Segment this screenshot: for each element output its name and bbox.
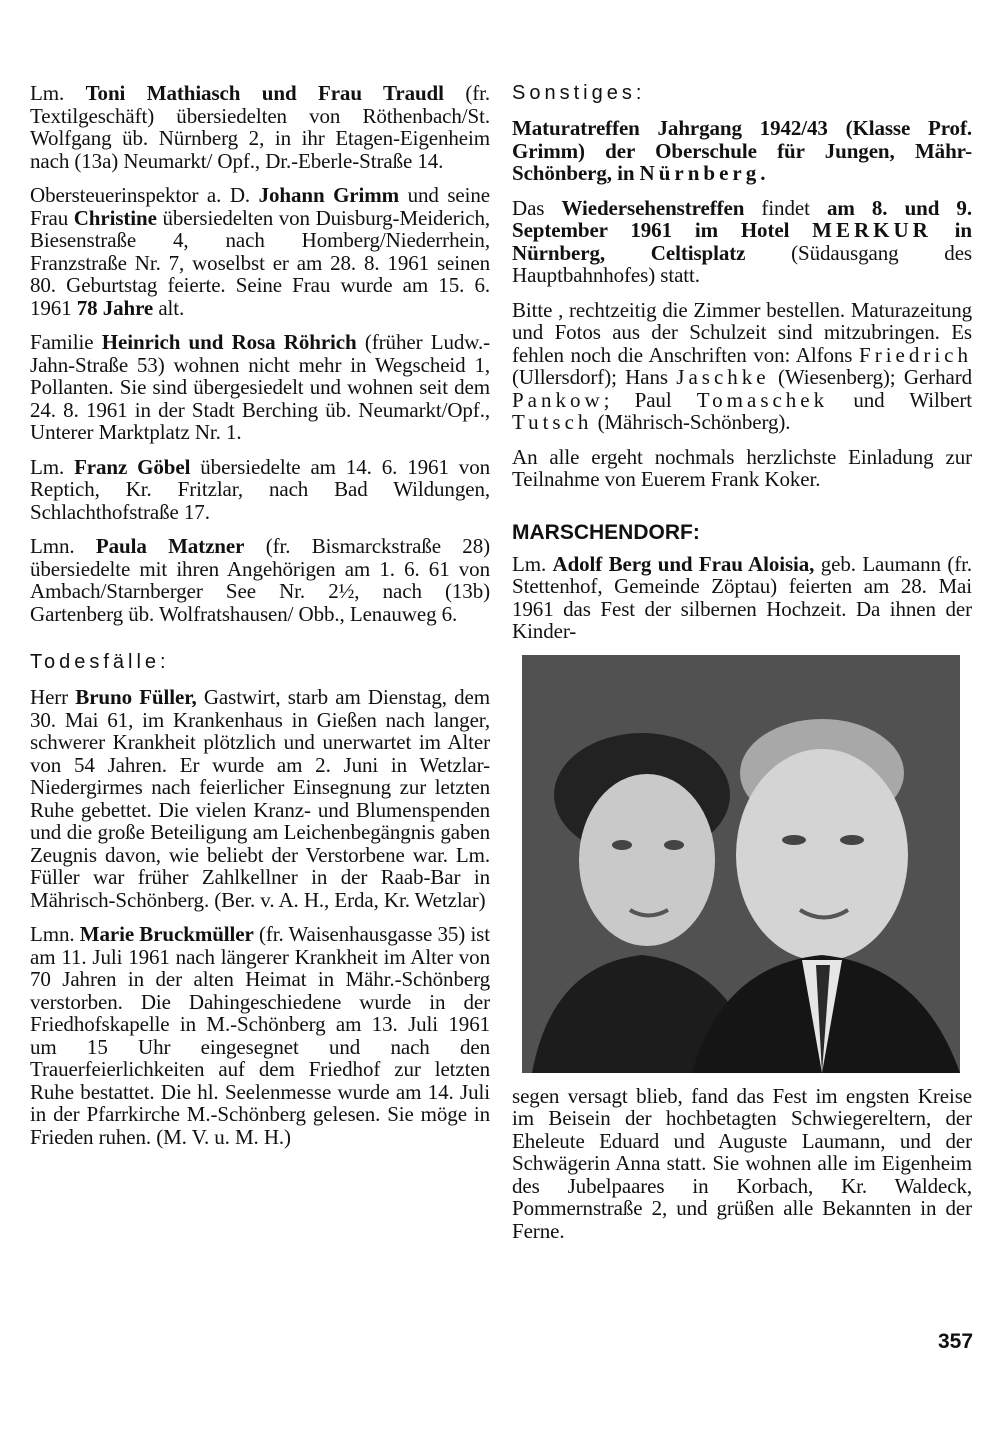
notice-maturatreffen: Maturatreffen Jahrgang 1942/43 (Klasse Prof. Grimm) der Oberschule für Jungen, Mähr-Schönberg, in Nürnberg. [512,116,972,185]
section-heading-sonstiges: Sonstiges: [512,82,646,104]
section-heading-todesfaelle: Todesfälle: [30,651,170,673]
right-column [512,82,972,1254]
page-number: 357 [938,1330,974,1353]
left-column [30,82,490,1160]
couple-photo-image [522,655,960,1073]
notice-berg-wedding-continued: segen versagt blieb, fand das Fest im engsten Kreise im Beisein der hochbetagten Schwiegereltern, der Eheleute Eduard und Auguste Laumann, und der Schwägerin Anna statt. Sie wohnen alle im Eigenheim des Jubelpaares in Korbach, Kr. Waldeck, Pommernstraße 2, und grüßen alle Bekannten in der Ferne. [512,1083,972,1243]
couple-photo [522,655,960,1073]
notice-goebel: Lm. Franz Göbel übersiedelte am 14. 6. 1961 von Reptich, Kr. Fritzlar, nach Bad Wildungen, Schlachthofstraße 17. [30,454,490,524]
section-heading-marschendorf: MARSCHENDORF: [512,520,700,544]
notice-invitation: An alle ergeht nochmals herzlichste Einladung zur Teilnahme von Euerem Frank Koker. [512,444,972,491]
notice-missing-addresses: Bitte , rechtzeitig die Zimmer bestellen. Maturazeitung und Fotos aus der Schulzeit sind mitzubringen. Es fehlen noch die Anschriften von: Alfons Friedrich (Ullersdorf); Hans Jaschke (Wiesenberg); Gerhard Pankow; Paul Tomaschek und Wilbert Tutsch (Mährisch-Schönberg). [512,297,972,434]
notice-grimm: Obersteuerinspektor a. D. Johann Grimm und seine Frau Christine übersiedelten von Duisburg-Meiderich, Biesenstraße 4, nach Homberg/Niederrhein, Franzstraße Nr. 7, woselbst er am 28. 8. 1961 seinen 80. Geburtstag feierte. Seine Frau wurde am 15. 6. 1961 78 Jahre alt. [30,183,491,320]
notice-berg-wedding: Lm. Adolf Berg und Frau Aloisia, geb. Laumann (fr. Stettenhof, Gemeinde Zöptau) feierten am 28. Mai 1961 das Fest der silbernen Hochzeit. Da ihnen der Kinder- [512,551,972,643]
notice-matzner: Lmn. Paula Matzner (fr. Bismarckstraße 28) übersiedelte mit ihren Angehörigen am 1. 6. 61 von Ambach/Starnberger See Nr. 2½, nach (13b) Gartenberg üb. Wolfratshausen/ Obb., Lenauweg 6. [30,534,491,626]
notice-wiedersehenstreffen: Das Wiedersehenstreffen findet am 8. und 9. September 1961 im Hotel MERKUR in Nürnberg, Celtisplatz (Südausgang des Hauptbahnhofes) statt. [512,195,972,287]
obituary-fueller: Herr Bruno Füller, Gastwirt, starb am Dienstag, dem 30. Mai 61, im Krankenhaus in Gießen nach langer, schwerer Krankheit plötzlich und unerwartet im Alter von 54 Jahren. Er wurde am 2. Juni in Wetzlar-Niedergirmes nach feierlicher Einsegnung zur letzten Ruhe gebettet. Die vielen Kranz- und Blumenspenden und die große Beteiligung am Leichenbegängnis gaben Zeugnis davon, wie beliebt der Verstorbene war. Lm. Füller war früher Zahlkellner in der Raab-Bar in Mährisch-Schönberg. (Ber. v. A. H., Erda, Kr. Wetzlar) [30,685,490,912]
notice-mathiasch: Lm. Toni Mathiasch und Frau Traudl (fr. Textilgeschäft) übersiedelten von Röthenbach/St. Wolfgang üb. Nürnberg 2, in ihr Etagen-Eigenheim nach (13a) Neumarkt/ Opf., Dr.-Eberle-Straße 14. [30,81,490,173]
obituary-bruckmueller: Lmn. Marie Bruckmüller (fr. Waisenhausgasse 35) ist am 11. Juli 1961 nach längerer Krankheit im Alter von 70 Jahren in der alten Heimat in Mähr.-Schönberg verstorben. Die Dahingeschiedene wurde in der Friedhofskapelle in M.-Schönberg am 13. Juli 1961 um 15 Uhr eingesegnet und nach den Trauerfeierlichkeiten auf dem Friedhof zur letzten Ruhe bestattet. Die hl. Seelenmesse wurde am 14. Juli in der Pfarrkirche M.-Schönberg gelesen. Sie möge in Frieden ruhen. (M. V. u. M. H.) [30,922,490,1149]
notice-roehrich: Familie Heinrich und Rosa Röhrich (früher Ludw.-Jahn-Straße 53) wohnen nicht mehr in Wegscheid 1, Pollanten. Sie sind übergesiedelt und wohnen seit dem 24. 8. 1961 in der Stadt Berching üb. Neumarkt/Opf., Unterer Marktplatz Nr. 1. [30,330,491,444]
